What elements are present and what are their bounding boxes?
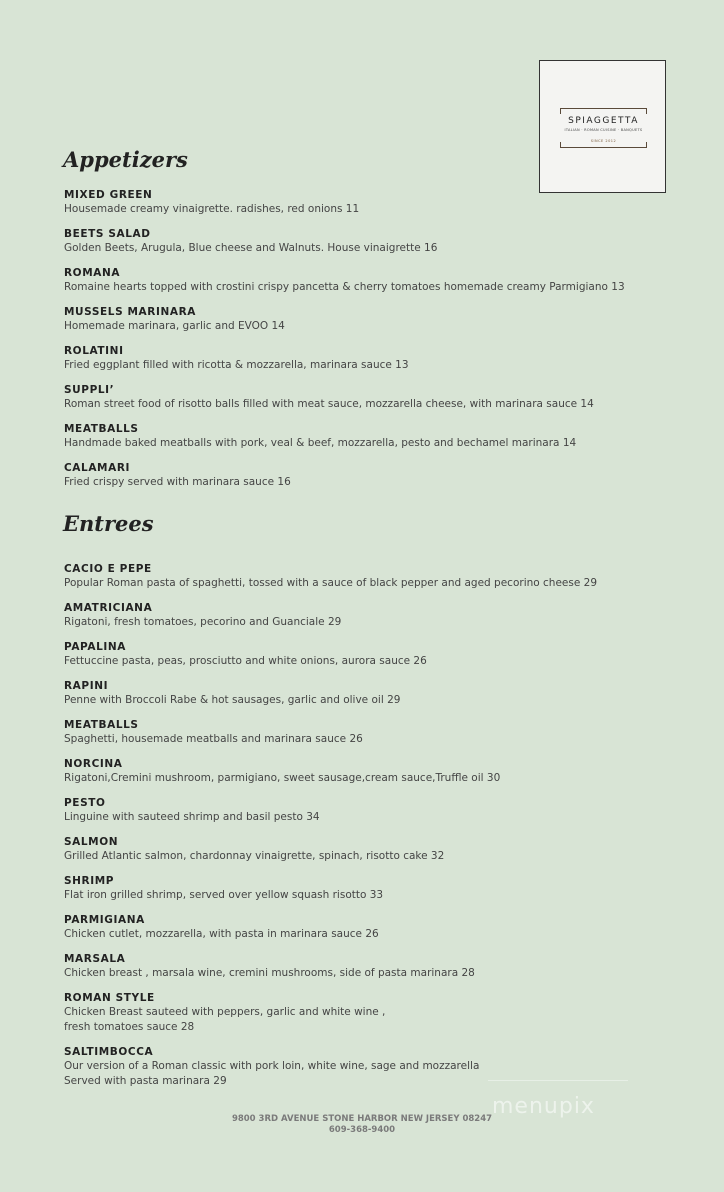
item-name: ROMANA xyxy=(64,267,121,279)
menu-item xyxy=(64,718,704,757)
item-description: Rigatoni,Cremini mushroom, parmigiano, sweet sausage,cream sauce,Truffle oil 30 xyxy=(64,772,501,784)
menu-item xyxy=(64,266,704,305)
menu-item xyxy=(64,874,704,913)
item-description: Chicken breast , marsala wine, cremini mushrooms, side of pasta marinara 28 xyxy=(64,967,475,979)
watermark-line xyxy=(488,1080,628,1081)
menu-item xyxy=(64,305,704,344)
restaurant-logo xyxy=(539,60,666,193)
menu-item xyxy=(64,679,704,718)
menu-item xyxy=(64,757,704,796)
item-description: Handmade baked meatballs with pork, veal & beef, mozzarella, pesto and bechamel marinara 14 xyxy=(64,437,577,449)
item-name: SHRIMP xyxy=(64,875,115,887)
logo-frame xyxy=(560,108,647,148)
menu-item xyxy=(64,344,704,383)
item-description: Grilled Atlantic salmon, chardonnay vinaigrette, spinach, risotto cake 32 xyxy=(64,850,445,862)
footer xyxy=(0,1114,724,1136)
item-name: AMATRICIANA xyxy=(64,602,153,614)
footer-address: 9800 3RD AVENUE STONE HARBOR NEW JERSEY 08247 xyxy=(231,1114,493,1124)
item-description-line-2: Served with pasta marinara 29 xyxy=(64,1075,227,1087)
watermark-text: menupix xyxy=(492,1094,595,1119)
menu-item xyxy=(64,991,704,1045)
menu-item xyxy=(64,640,704,679)
item-description: Rigatoni, fresh tomatoes, pecorino and Guanciale 29 xyxy=(64,616,342,628)
appetizers-heading: Appetizers xyxy=(63,147,188,172)
item-name: CACIO E PEPE xyxy=(64,563,152,575)
item-name: CALAMARI xyxy=(64,462,131,474)
item-description: Fettuccine pasta, peas, prosciutto and white onions, aurora sauce 26 xyxy=(64,655,427,667)
logo-name: SPIAGGETTA xyxy=(568,116,639,126)
logo-bracket-top xyxy=(560,108,647,114)
item-name: ROMAN STYLE xyxy=(64,992,155,1004)
menu-item xyxy=(64,835,704,874)
entrees-list xyxy=(64,562,704,1099)
menu-item xyxy=(64,601,704,640)
item-name: SALTIMBOCCA xyxy=(64,1046,154,1058)
item-description: Spaghetti, housemade meatballs and marinara sauce 26 xyxy=(64,733,363,745)
item-name: SALMON xyxy=(64,836,119,848)
footer-phone: 609-368-9400 xyxy=(328,1125,396,1135)
item-name: MIXED GREEN xyxy=(64,189,153,201)
item-name: MUSSELS MARINARA xyxy=(64,306,197,318)
item-name: PESTO xyxy=(64,797,106,809)
item-name: MEATBALLS xyxy=(64,719,139,731)
item-description: Romaine hearts topped with crostini crispy pancetta & cherry tomatoes homemade creamy Parmigiano 13 xyxy=(64,281,625,293)
item-description: Penne with Broccoli Rabe & hot sausages, garlic and olive oil 29 xyxy=(64,694,401,706)
item-description: Fried eggplant filled with ricotta & mozzarella, marinara sauce 13 xyxy=(64,359,409,371)
item-description: Chicken cutlet, mozzarella, with pasta in marinara sauce 26 xyxy=(64,928,379,940)
item-name: RAPINI xyxy=(64,680,109,692)
item-description: Fried crispy served with marinara sauce 16 xyxy=(64,476,291,488)
menu-item xyxy=(64,383,704,422)
item-name: PAPALINA xyxy=(64,641,127,653)
item-description: Housemade creamy vinaigrette. radishes, red onions 11 xyxy=(64,203,360,215)
menu-item xyxy=(64,796,704,835)
item-description: Flat iron grilled shrimp, served over yellow squash risotto 33 xyxy=(64,889,384,901)
item-description-line-2: fresh tomatoes sauce 28 xyxy=(64,1021,195,1033)
menu-item xyxy=(64,562,704,601)
item-description: Linguine with sauteed shrimp and basil pesto 34 xyxy=(64,811,320,823)
item-description: Our version of a Roman classic with pork loin, white wine, sage and mozzarella xyxy=(64,1060,480,1072)
item-description: Chicken Breast sauteed with peppers, garlic and white wine , xyxy=(64,1006,386,1018)
entrees-heading: Entrees xyxy=(63,511,154,536)
menu-item xyxy=(64,422,704,461)
appetizers-list xyxy=(64,188,704,500)
logo-since: SINCE 2012 xyxy=(590,139,617,143)
item-description: Golden Beets, Arugula, Blue cheese and Walnuts. House vinaigrette 16 xyxy=(64,242,438,254)
menu-item xyxy=(64,188,704,227)
menu-item xyxy=(64,913,704,952)
item-name: MEATBALLS xyxy=(64,423,139,435)
menu-item xyxy=(64,461,704,500)
item-name: SUPPLI’ xyxy=(64,384,115,396)
item-name: PARMIGIANA xyxy=(64,914,145,926)
menu-item xyxy=(64,227,704,266)
item-description: Roman street food of risotto balls filled with meat sauce, mozzarella cheese, with marinara sauce 14 xyxy=(64,398,594,410)
logo-bracket-bottom xyxy=(560,142,647,148)
item-name: ROLATINI xyxy=(64,345,124,357)
item-name: MARSALA xyxy=(64,953,126,965)
menu-item xyxy=(64,952,704,991)
item-description: Homemade marinara, garlic and EVOO 14 xyxy=(64,320,285,332)
item-name: BEETS SALAD xyxy=(64,228,151,240)
item-description: Popular Roman pasta of spaghetti, tossed with a sauce of black pepper and aged pecorino cheese 29 xyxy=(64,577,598,589)
logo-tagline: ITALIAN · ROMAN CUISINE · BANQUETS xyxy=(564,128,643,132)
item-name: NORCINA xyxy=(64,758,123,770)
